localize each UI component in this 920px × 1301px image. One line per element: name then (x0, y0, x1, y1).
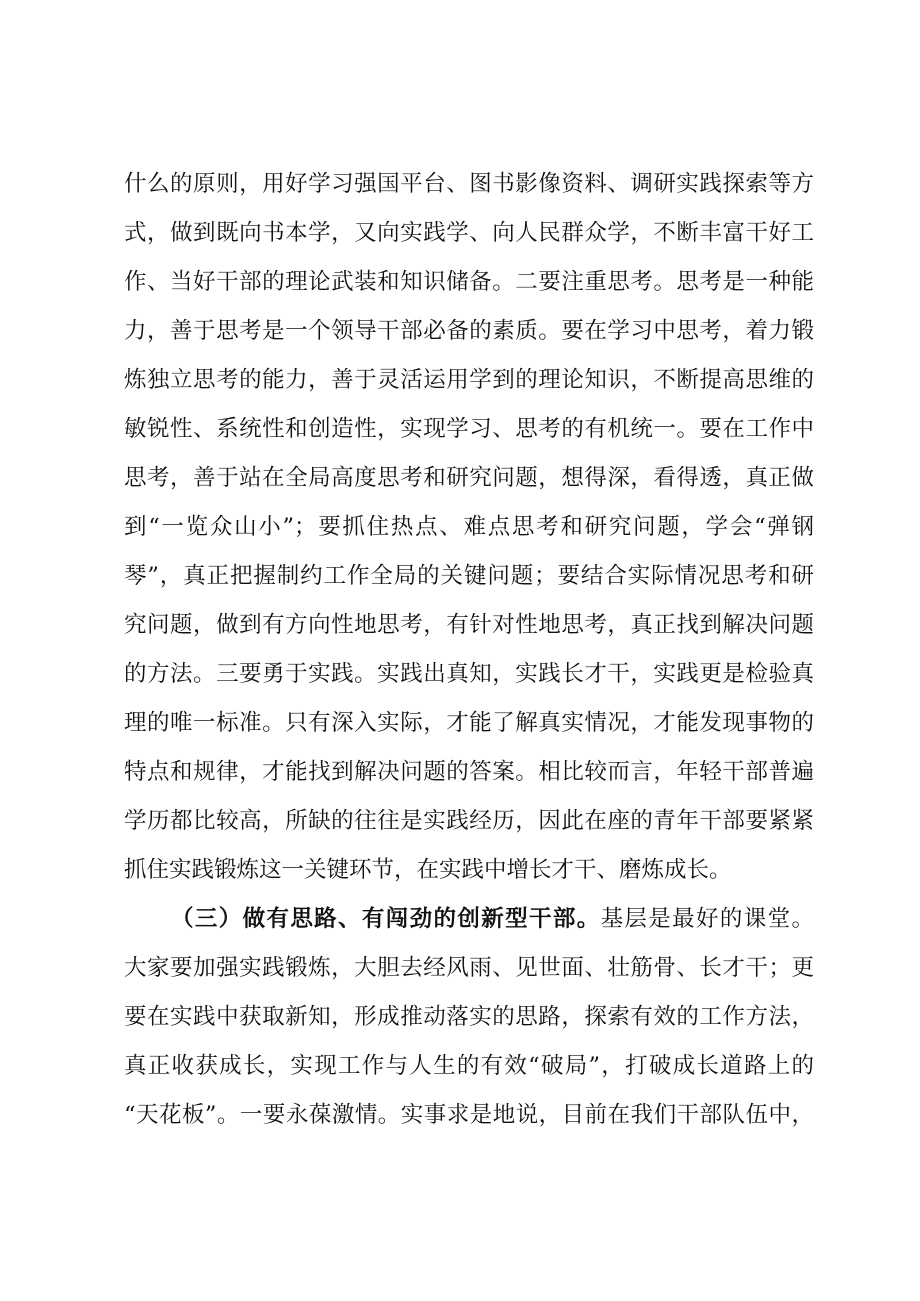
text-line: 什么的原则，用好学习强国平台、图书影像资料、调研实践探索等方 (124, 171, 814, 197)
text-line: “天花板”。一要永葆激情。实事求是地说，目前在我们干部队伍中， (124, 1102, 814, 1128)
heading-continuation: 基层是最好的课堂。 (600, 906, 814, 932)
text-line: 大家要加强实践锻炼，大胆去经风雨、见世面、壮筋骨、长才干；更 (124, 955, 814, 981)
text-line: 思考，善于站在全局高度思考和研究问题，想得深，看得透，真正做 (124, 465, 814, 491)
text-line: 作、当好干部的理论武装和知识储备。二要注重思考。思考是一种能 (124, 269, 814, 295)
text-line: 到“一览众山小”；要抓住热点、难点思考和研究问题，学会“弹钢 (124, 514, 814, 540)
text-line: 真正收获成长，实现工作与人生的有效“破局”，打破成长道路上的 (124, 1053, 814, 1079)
text-line: 要在实践中获取新知，形成推动落实的思路，探索有效的工作方法， (124, 1004, 814, 1030)
text-line: 的方法。三要勇于实践。实践出真知，实践长才干，实践更是检验真 (124, 661, 814, 687)
text-line: 究问题，做到有方向性地思考，有针对性地思考，真正找到解决问题 (124, 612, 814, 638)
text-line: 学历都比较高，所缺的往往是实践经历，因此在座的青年干部要紧紧 (124, 808, 814, 834)
text-line: 特点和规律，才能找到解决问题的答案。相比较而言，年轻干部普遍 (124, 759, 814, 785)
text-line-first (171, 906, 814, 932)
text-line: 琴”，真正把握制约工作全局的关键问题；要结合实际情况思考和研 (124, 563, 814, 589)
text-line: 理的唯一标准。只有深入实际，才能了解真实情况，才能发现事物的 (124, 710, 814, 736)
text-line: 力，善于思考是一个领导干部必备的素质。要在学习中思考，着力锻 (124, 318, 814, 344)
text-line: 抓住实践锻炼这一关键环节，在实践中增长才干、磨炼成长。 (124, 857, 732, 883)
text-line: 敏锐性、系统性和创造性，实现学习、思考的有机统一。要在工作中 (124, 416, 814, 442)
section-heading: （三）做有思路、有闯劲的创新型干部。 (171, 906, 601, 932)
text-line: 炼独立思考的能力，善于灵活运用学到的理论知识，不断提高思维的 (124, 367, 814, 393)
text-line: 式，做到既向书本学，又向实践学、向人民群众学，不断丰富干好工 (124, 220, 814, 246)
